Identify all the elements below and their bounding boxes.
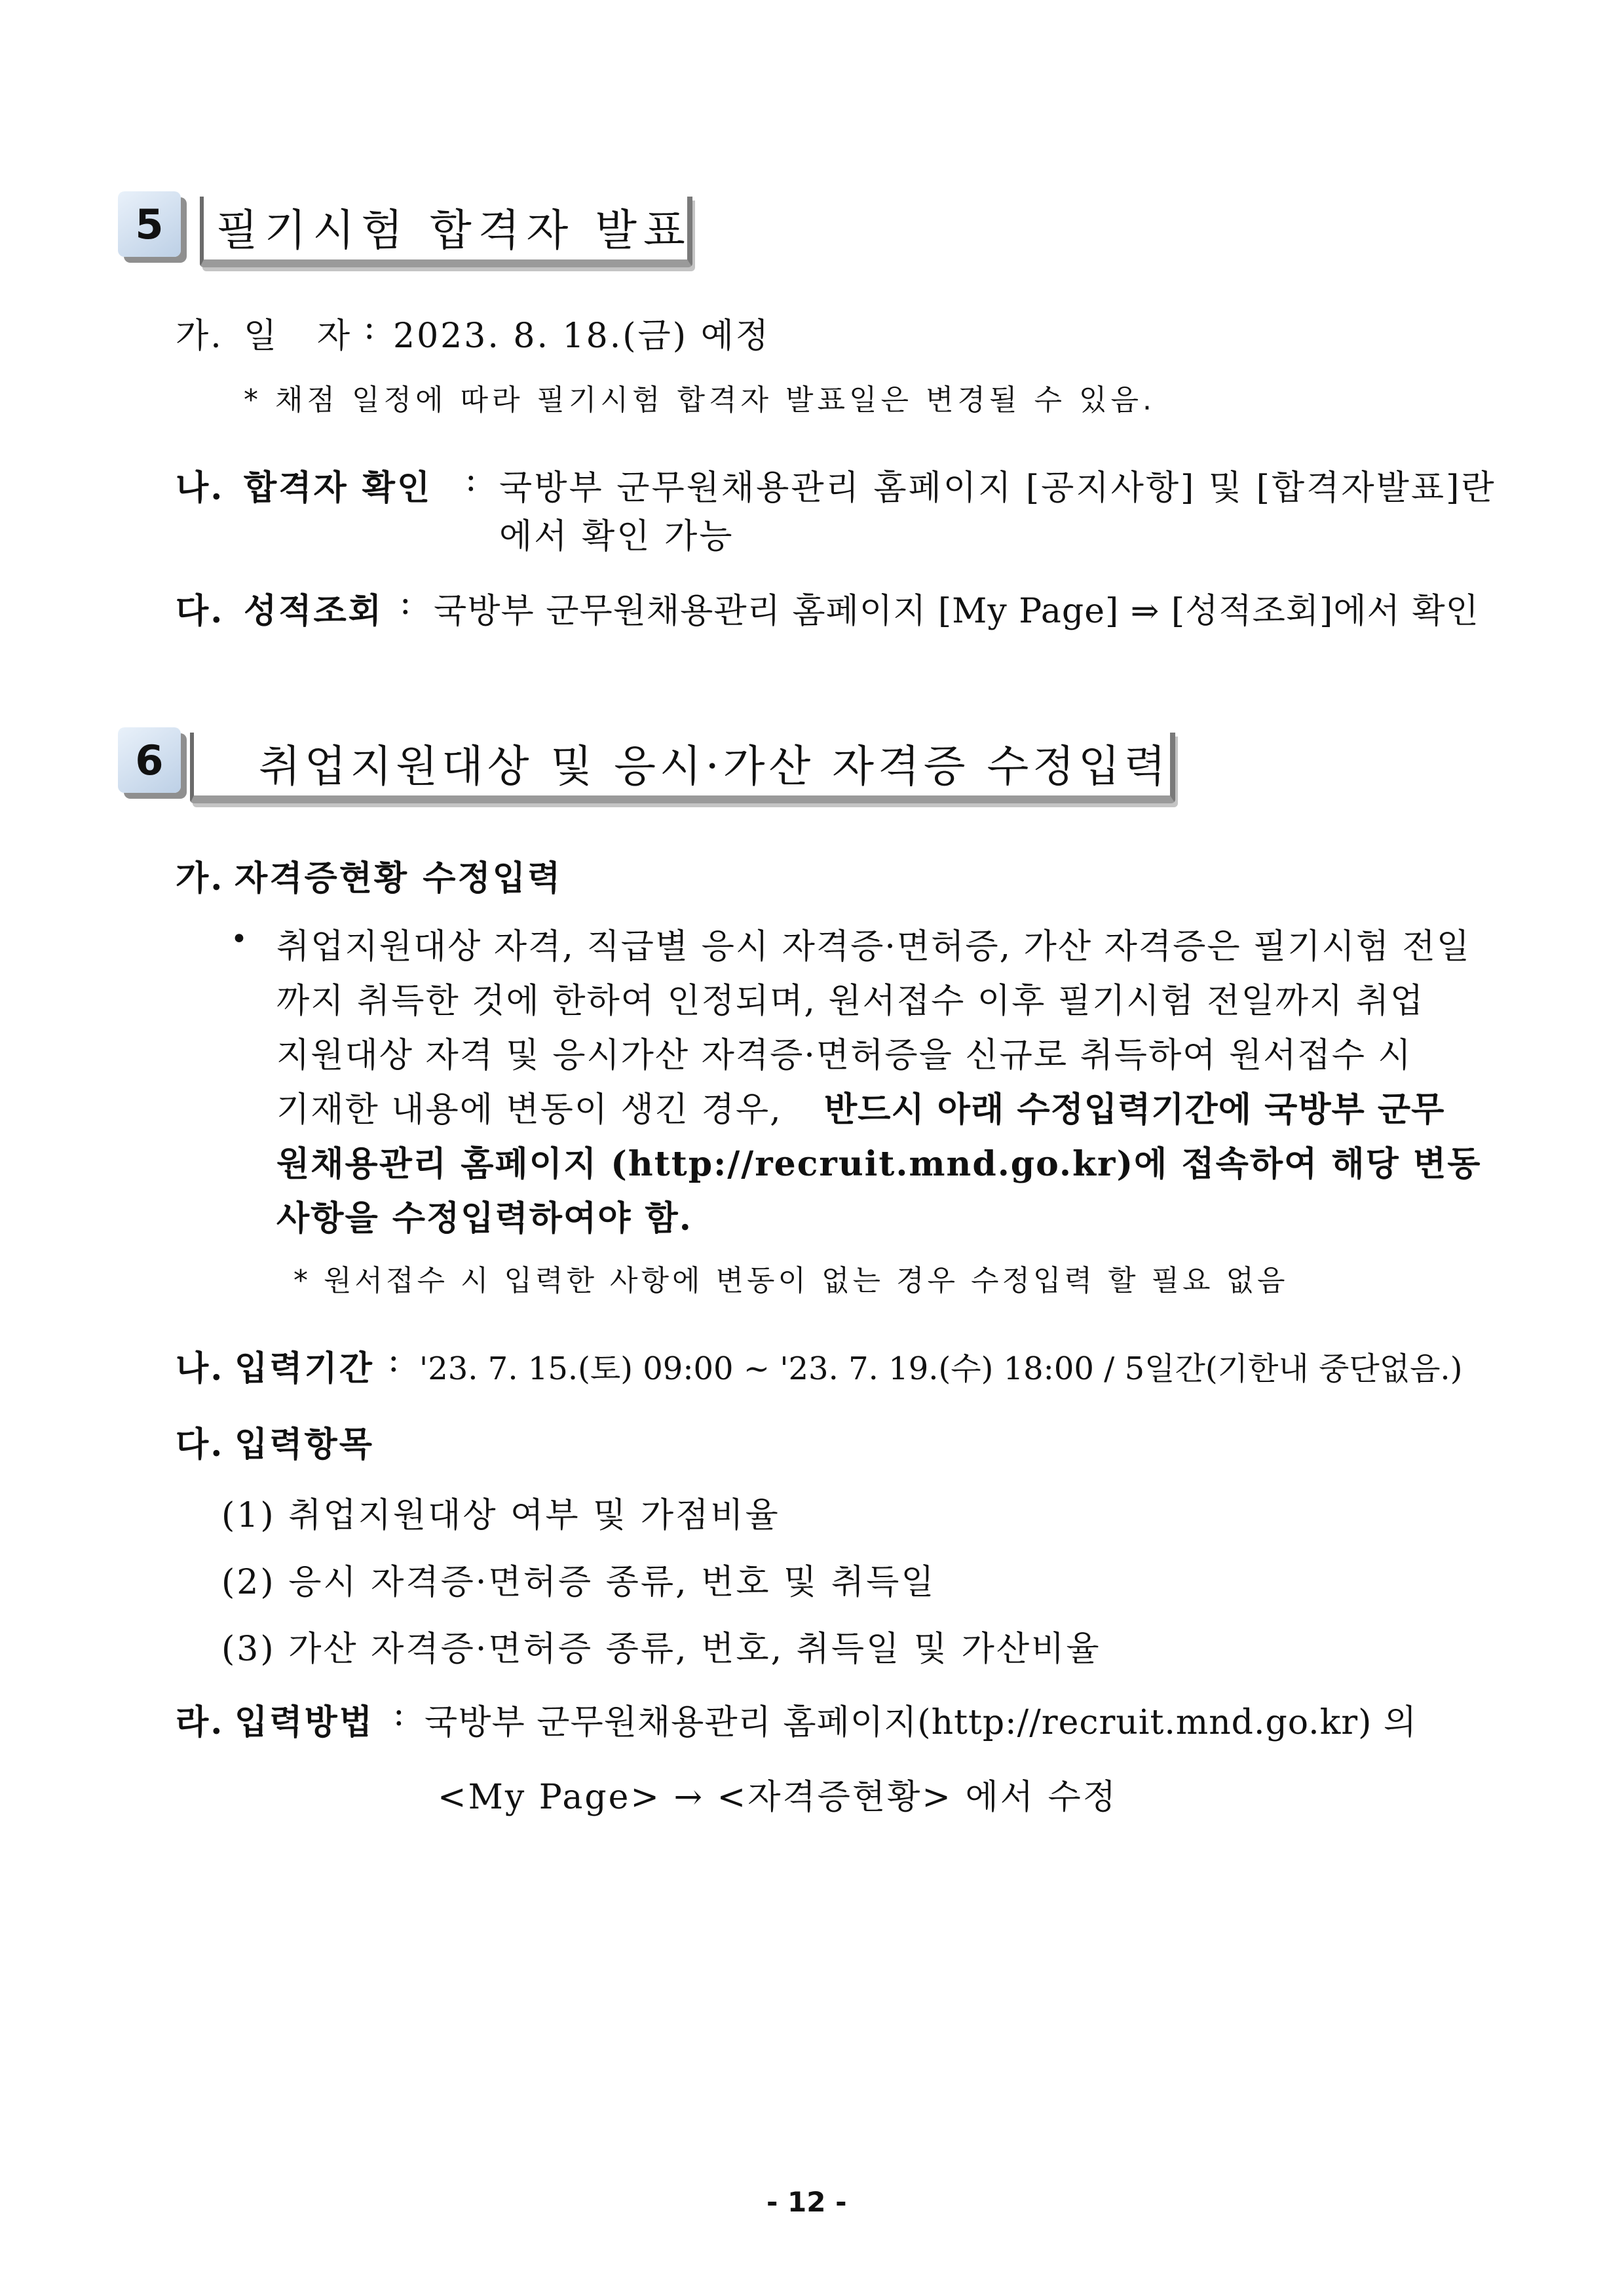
s6-da-list-item: (3) 가산 자격증·면허증 종류, 번호, 취득일 및 가산비율 xyxy=(221,1630,1101,1669)
s5-da-label: 성적조회 xyxy=(244,591,383,631)
s5-na-line2: 에서 확인 가능 xyxy=(499,517,734,556)
s5-ga-value: 2023. 8. 18.(금) 예정 xyxy=(393,316,771,356)
s5-na-sep: : xyxy=(465,460,479,499)
page-number: - 12 - xyxy=(766,2186,847,2218)
s5-na-label: 합격자 확인 xyxy=(244,468,432,508)
s6-ga-note: * 원서접수 시 입력한 사항에 변동이 없는 경우 수정입력 할 필요 없음 xyxy=(293,1264,1289,1297)
s6-ra-label: 입력방법 xyxy=(235,1702,374,1742)
s5-da-value: 국방부 군무원채용관리 홈페이지 [My Page] ⇒ [성적조회]에서 확인 xyxy=(434,592,1479,631)
s6-ga-bullet: • xyxy=(231,923,248,956)
s6-ra-line2: <My Page> → <자격증현황> 에서 수정 xyxy=(438,1778,1118,1817)
section-5-title: 필기시험 합격자 발표 xyxy=(216,205,692,256)
s5-ga-marker: 가. xyxy=(176,316,223,356)
s6-ga-line4-normal: 기재한 내용에 변동이 생긴 경우, xyxy=(276,1090,782,1130)
s6-ga-line2: 까지 취득한 것에 한하여 인정되며, 원서접수 이후 필기시험 전일까지 취업 xyxy=(276,982,1425,1021)
s6-ra-sep: : xyxy=(393,1694,407,1734)
section-6-title: 취업지원대상 및 응시·가산 자격증 수정입력 xyxy=(259,741,1170,792)
s6-na-value: '23. 7. 15.(토) 09:00 ~ '23. 7. 19.(수) 18:00 / 5일간(기한내 중단없음.) xyxy=(419,1350,1463,1387)
s6-da-marker: 다. xyxy=(176,1425,225,1464)
s6-da-list-item: (2) 응시 자격증·면허증 종류, 번호 및 취득일 xyxy=(221,1563,936,1602)
s6-na-sep: : xyxy=(388,1341,402,1380)
section-5-number: 5 xyxy=(118,191,181,257)
s5-ga-note: * 채점 일정에 따라 필기시험 합격자 발표일은 변경될 수 있음. xyxy=(244,383,1156,417)
s5-ga-label: 일 자 xyxy=(244,316,352,356)
s5-da-sep: : xyxy=(400,583,413,622)
s6-ga-line4-bold: 반드시 아래 수정입력기간에 국방부 군무 xyxy=(824,1090,1445,1130)
s6-ga-line1: 취업지원대상 자격, 직급별 응시 자격증·면허증, 가산 자격증은 필기시험 전일 xyxy=(276,927,1471,966)
s6-ra-line1: 국방부 군무원채용관리 홈페이지(http://recruit.mnd.go.kr) 의 xyxy=(425,1703,1418,1742)
s5-ga-sep: : xyxy=(364,308,377,347)
s6-na-marker: 나. xyxy=(176,1349,225,1388)
section-6-number: 6 xyxy=(118,727,181,793)
s5-na-marker: 나. xyxy=(176,468,225,508)
s6-ga-line3: 지원대상 자격 및 응시가산 자격증·면허증을 신규로 취득하여 원서접수 시 xyxy=(276,1036,1412,1075)
s6-ga-label: 자격증현황 수정입력 xyxy=(235,858,563,898)
s6-ga-line6: 사항을 수정입력하여야 함. xyxy=(276,1198,692,1238)
s6-ra-marker: 라. xyxy=(176,1702,225,1742)
s6-da-label: 입력항목 xyxy=(235,1425,374,1464)
s5-na-line1: 국방부 군무원채용관리 홈페이지 [공지사항] 및 [합격자발표]란 xyxy=(499,469,1496,508)
s6-ga-line5: 원채용관리 홈페이지 (http://recruit.mnd.go.kr)에 접속하여 해당 변동 xyxy=(276,1144,1482,1184)
s5-da-marker: 다. xyxy=(176,591,225,631)
s6-ga-marker: 가. xyxy=(176,858,225,898)
s6-na-label: 입력기간 xyxy=(235,1349,374,1388)
s6-da-list-item: (1) 취업지원대상 여부 및 가점비율 xyxy=(221,1496,780,1535)
